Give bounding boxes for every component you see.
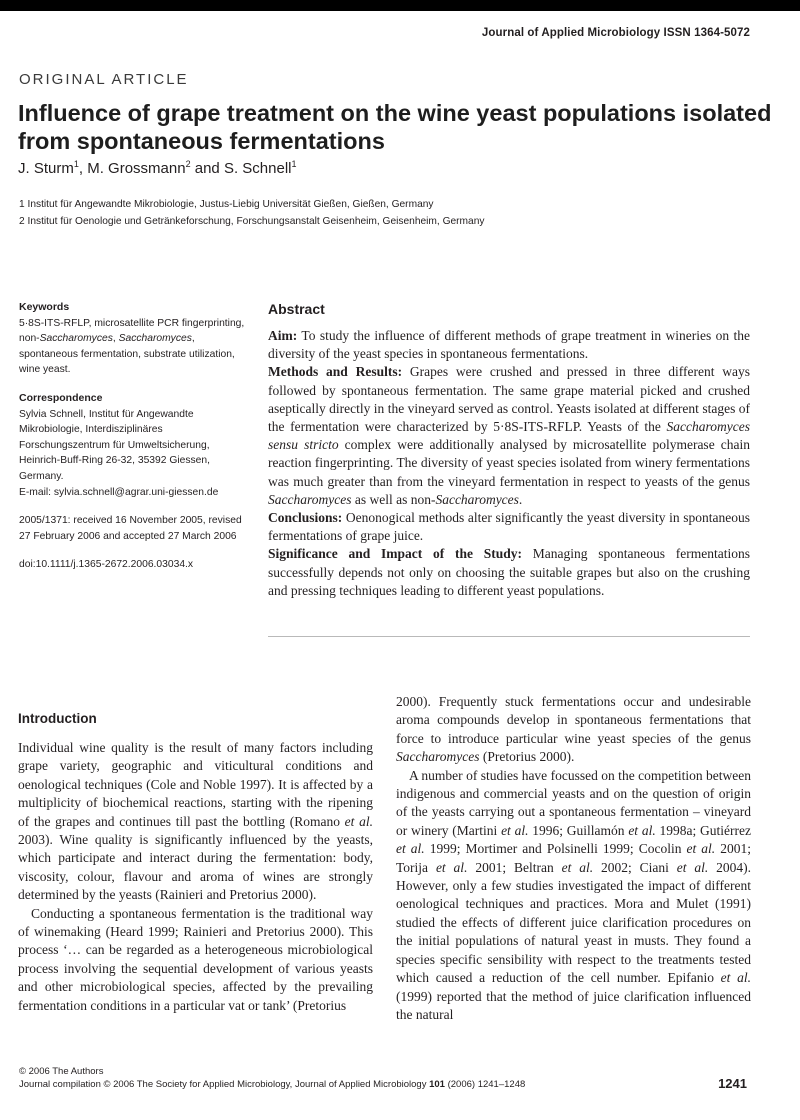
text: 2000). Frequently stuck fermentations occur and undesirable aroma compounds develop in spontaneous fermentations that force to introduce particular wine yeast species of the genus bbox=[396, 694, 751, 746]
text: Journal compilation © 2006 The Society for Applied Microbiology, Journal of Applied Microbiology bbox=[19, 1079, 430, 1090]
correspondence-line: Sylvia Schnell, Institut für Angewandte bbox=[19, 408, 194, 420]
text: 1999; Mortimer and Polsinelli 1999; Cocolin bbox=[424, 841, 687, 857]
text: 1996; Guillamón bbox=[528, 822, 629, 838]
text: 2001; Beltran bbox=[467, 859, 562, 875]
dates-block bbox=[19, 513, 251, 544]
abstract-italic: Saccharomyces bbox=[435, 491, 519, 507]
text: 2002; Ciani bbox=[593, 859, 677, 875]
body-column-right bbox=[396, 693, 751, 1024]
keywords-heading: Keywords bbox=[19, 301, 70, 313]
italic-text: et al. bbox=[344, 813, 373, 829]
abstract-italic: Saccharomyces sensu stricto bbox=[268, 419, 750, 453]
author-separator: , bbox=[78, 160, 88, 177]
text: (1999) reported that the method of juice clarification influenced the natural bbox=[396, 988, 751, 1022]
keywords-part: , spontaneous fermentation, substrate utilization, wine yeast. bbox=[19, 333, 235, 376]
affiliations bbox=[19, 196, 484, 230]
correspondence-email: E-mail: sylvia.schnell@agrar.uni-giessen.de bbox=[19, 486, 219, 498]
text: 2004). However, only a few studies investigated the impact of different oenological techniques and practices. Mora and Mulet (1991) studied the effects of different juice clarification procedures on the initial populations of natural yeast in musts. They found a species specific sensibility with respect to the treatments tested which caused a reduction of the cell number. Epifanio bbox=[396, 859, 752, 986]
abstract-text: Oenonogical methods alter significantly the yeast diversity in spontaneous fermentations of grape juice. bbox=[268, 510, 750, 544]
journal-header: Journal of Applied Microbiology ISSN 1364-5072 bbox=[481, 27, 750, 39]
correspondence-heading: Correspondence bbox=[19, 391, 103, 404]
keywords-block bbox=[19, 300, 251, 378]
author-list bbox=[18, 159, 297, 177]
abstract-methods bbox=[268, 363, 750, 509]
text: Individual wine quality is the result of many factors including grape variety, geographic and viticultural conditions and oenological techniques (Cole and Noble 1997). It is affected by a multiplicity of biochemical reactions, starting with the ripening of the grapes and continues till past the bottling (Romano bbox=[18, 740, 373, 829]
italic-text: et al. bbox=[501, 822, 529, 838]
abstract-text: as well as non- bbox=[351, 491, 436, 507]
author-name: S. Schnell bbox=[223, 160, 292, 177]
abstract-italic: Saccharomyces bbox=[268, 491, 352, 507]
author-name: J. Sturm bbox=[18, 160, 74, 177]
italic-text: et al. bbox=[435, 859, 468, 875]
affiliation-marker: 1 bbox=[73, 159, 79, 169]
abstract-heading: Abstract bbox=[268, 301, 325, 317]
italic-text: et al. bbox=[561, 859, 594, 875]
author-separator: and bbox=[190, 160, 224, 177]
keyword-italic: Saccharomyces bbox=[39, 333, 113, 345]
keyword-italic: Saccharomyces bbox=[118, 333, 192, 345]
keywords-part: , bbox=[112, 333, 116, 345]
italic-text: et al. bbox=[720, 970, 751, 986]
italic-text: Saccharomyces bbox=[396, 749, 480, 765]
text: 2001; Torija bbox=[396, 841, 751, 875]
doi: doi:10.1111/j.1365-2672.2006.03034.x bbox=[19, 559, 194, 571]
abstract-text: Managing spontaneous fermentations successfully depends not only on choosing the suitable grapes but also on the crushing and pressing techniques leading to different yeast populations. bbox=[268, 546, 750, 598]
text: (2006) 1241–1248 bbox=[444, 1079, 526, 1090]
abstract-text: . bbox=[518, 491, 523, 507]
journal-compilation bbox=[19, 1078, 525, 1091]
abstract-conclusions bbox=[268, 509, 750, 545]
text: A number of studies have focussed on the competition between indigenous and commercial yeasts and on the question of origin of the yeasts carrying out a spontaneous fermentation – vineyard or winery (Martini bbox=[396, 767, 751, 838]
keywords-text bbox=[19, 316, 251, 378]
affiliation: 1 Institut für Angewandte Mikrobiologie, Justus-Liebig Universität Gießen, Gießen, Germany bbox=[19, 199, 434, 210]
abstract-text: To study the influence of different methods of grape treatment in wineries on the diversity of the yeast species in spontaneous fermentations. bbox=[268, 328, 750, 362]
abstract-aim bbox=[268, 327, 750, 363]
correspondence-line: Forschungszentrum für Umweltsicherung, bbox=[19, 439, 210, 451]
abstract-body bbox=[268, 327, 750, 600]
italic-text: et al. bbox=[676, 859, 709, 875]
correspondence-line: Mikrobiologie, Interdisziplinäres bbox=[19, 424, 163, 436]
abstract-label: Significance and Impact of the Study: bbox=[268, 546, 523, 562]
abstract-significance bbox=[268, 545, 750, 600]
affiliation: 2 Institut für Oenologie und Getränkeforschung, Forschungsanstalt Geisenheim, Geisenheim, Germany bbox=[19, 216, 485, 227]
affiliation-marker: 1 bbox=[291, 159, 297, 169]
text: 2003). Wine quality is significantly influenced by the yeasts, which participate and interact during the fermentation: body, viscosity, colour, flavour and aroma of wines are strongly determined by the yeasts (Rainieri and Pretorius 2000). bbox=[18, 832, 373, 903]
volume-number: 101 bbox=[429, 1079, 445, 1090]
page-number: 1241 bbox=[718, 1076, 747, 1091]
paragraph: Conducting a spontaneous fermentation is the traditional way of winemaking (Heard 1999; Rainieri and Pretorius 2000). This process ‘… can be regarded as a heterogeneous microbiological process involving the sequential development of various yeasts and other microbiological species, affected by the prevailing fermentation conditions in a particular vat or tank’ (Pretorius bbox=[18, 905, 373, 1013]
italic-text: et al. bbox=[396, 841, 425, 857]
top-black-bar bbox=[0, 0, 800, 11]
abstract-divider bbox=[268, 636, 750, 637]
abstract-text: complex were additionally analysed by microsatellite polymerase chain reaction fingerprinting. The diversity of yeast species isolated from winery fermentations was much greater than from the vineyard fermentation in respect to yeasts of the genus bbox=[268, 437, 750, 489]
correspondence-line: Germany. bbox=[19, 470, 64, 482]
article-title: Influence of grape treatment on the wine yeast populations isolated from spontaneous fermentations bbox=[18, 100, 772, 154]
affiliation-marker: 2 bbox=[185, 159, 191, 169]
text: 1998a; Gutiérrez bbox=[655, 822, 751, 838]
abstract-label: Conclusions: bbox=[268, 510, 343, 526]
paragraph bbox=[396, 693, 751, 767]
page-footer bbox=[19, 1065, 525, 1091]
abstract-label: Aim: bbox=[268, 328, 298, 343]
doi-block bbox=[19, 557, 251, 573]
paragraph bbox=[396, 767, 751, 1025]
section-label: ORIGINAL ARTICLE bbox=[19, 71, 189, 88]
author-name: M. Grossmann bbox=[87, 160, 186, 177]
correspondence-line: Heinrich-Buff-Ring 26-32, 35392 Giessen, bbox=[19, 455, 210, 467]
abstract-label: Methods and Results: bbox=[268, 364, 403, 380]
keywords-part: 5·8S-ITS-RFLP, microsatellite PCR fingerprinting, non- bbox=[19, 317, 245, 345]
italic-text: et al. bbox=[628, 822, 656, 838]
article-sidebar bbox=[19, 300, 251, 586]
italic-text: et al. bbox=[686, 841, 716, 857]
introduction-heading: Introduction bbox=[18, 711, 97, 726]
text: (Pretorius 2000). bbox=[479, 749, 575, 765]
abstract-text: Grapes were crushed and pressed in three different ways followed by spontaneous fermentation. The same grape material picked and crushed aseptically directly in the vineyard served as control. Yeasts isolated at different stages of the fermentation were characterized by 5·8S-ITS-RFLP. Yeasts of the bbox=[268, 364, 750, 435]
received-dates: 2005/1371: received 16 November 2005, revised 27 February 2006 and accepted 27 March 2006 bbox=[19, 515, 242, 542]
correspondence-block bbox=[19, 391, 251, 500]
paragraph bbox=[18, 739, 373, 905]
copyright: © 2006 The Authors bbox=[19, 1066, 104, 1077]
body-column-left bbox=[18, 739, 373, 1015]
